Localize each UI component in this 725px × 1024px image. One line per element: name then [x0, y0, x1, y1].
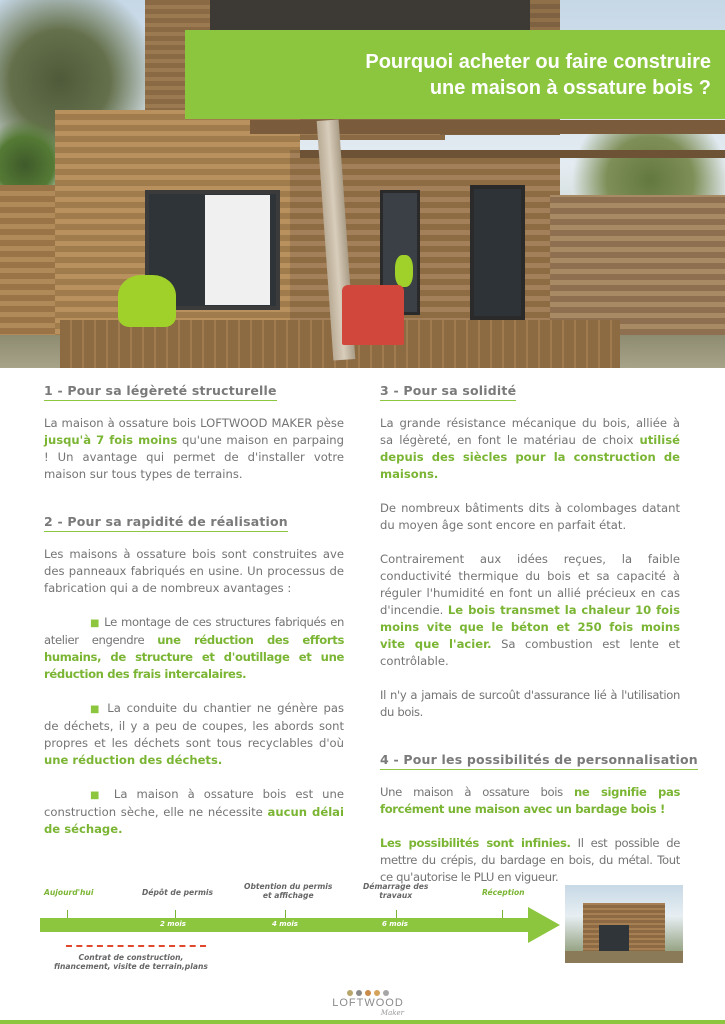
timeline-duration-4-months: 4 mois [272, 920, 298, 928]
square-bullet-icon: ■ [90, 618, 100, 629]
timeline-duration-2-months: 2 mois [160, 920, 186, 928]
section-text-solidity-3: Contrairement aux idées reçues, la faible conductivité thermique du bois et sa capacité à réguler l'humidité en font un allié précieux en cas d'incendie. Le bois transmet la chaleur 10 fois moins vite que le béton et 250 fois moins vite que l'acier. Sa combustion est lente et contrôlable. [380, 552, 681, 668]
bullet-assembly: ■ Le montage de ces structures fabriqués en atelier engendre une réduction des efforts humains, de structure et d'outillage et une réduction des frais intercalaires. [44, 615, 344, 681]
house-roof [210, 0, 530, 30]
square-bullet-icon: ■ [90, 790, 105, 801]
section-intro-speed: Les maisons à ossature bois sont construites ave des panneaux fabriqués en usine. Un processus de fabrication qui a de nombreux avantages : [44, 547, 344, 595]
page-title-line2: une maison à ossature bois ? [429, 76, 711, 99]
timeline-tick-end [502, 910, 503, 918]
timeline-arrow-icon [528, 907, 560, 943]
pergola-beam-lower [300, 150, 725, 158]
section-title-customization: 4 - Pour les possibilités de personnalisation [380, 752, 698, 770]
thumbnail-window [599, 925, 629, 951]
section-title-solidity: 3 - Pour sa solidité [380, 383, 516, 401]
section-text-solidity-4: Il n'y a jamais de surcoût d'assurance lié à l'utilisation du bois. [380, 688, 680, 719]
title-banner [185, 30, 725, 119]
bay-window-interior [205, 195, 270, 305]
red-armchair [342, 285, 404, 345]
section-text-solidity-2: De nombreux bâtiments dits à colombages datant du moyen âge sont encore en parfait état. [380, 501, 680, 532]
timeline-duration-6-months: 6 mois [382, 920, 408, 928]
section-text-solidity-1: La grande résistance mécanique du bois, alliée à sa légèreté, en font le matériau de choix utilisé depuis des siècles pour la construction de maisons. [380, 416, 680, 481]
timeline-tick-permit-obtained [285, 910, 286, 918]
page-title-line1: Pourquoi acheter ou faire construire [365, 50, 711, 73]
timeline-dashed-line [66, 945, 206, 947]
section-text-lightness: La maison à ossature bois LOFTWOOD MAKER pèse jusqu'à 7 fois moins qu'une maison en parpaing ! Un avantage qui permet de d'installer votre maison sur tous types de terrains. [44, 416, 344, 481]
footer-accent-line [0, 1020, 725, 1024]
section-title-speed: 2 - Pour sa rapidité de réalisation [44, 514, 288, 532]
section-title-lightness: 1 - Pour sa légèreté structurelle [44, 383, 277, 401]
section-text-customization-1: Une maison à ossature bois ne signifie pas forcément une maison avec un bardage bois ! [380, 785, 680, 816]
wood-fence-right [550, 195, 725, 335]
timeline-start-label: Aujourd'hui [44, 888, 94, 897]
construction-timeline [40, 876, 560, 976]
timeline-step-works-start: Démarrage des travaux [363, 882, 429, 900]
square-bullet-icon: ■ [90, 704, 102, 715]
loftwood-logo [328, 990, 408, 1018]
glass-door-right [470, 185, 525, 320]
green-figure-small [395, 255, 413, 287]
thumbnail-ground [565, 951, 683, 963]
timeline-step-permit-obtained: Obtention du permis et affichage [244, 882, 333, 900]
bullet-drying: ■ La maison à ossature bois est une construction sèche, elle ne nécessite aucun délai de séchage. [44, 787, 344, 836]
timeline-step-permit-filed: Dépôt de permis [142, 888, 213, 897]
timeline-end-label: Réception [482, 888, 525, 897]
right-column [380, 380, 698, 886]
bullet-waste: ■ La conduite du chantier ne génère pas de déchets, il y a peu de coupes, les abords sont propres et les déchets sont tous recyclables d'où une réduction des déchets. [44, 701, 345, 767]
left-column [44, 380, 344, 838]
timeline-tick-works-start [396, 910, 397, 918]
timeline-tick-permit-filed [175, 910, 176, 918]
house-thumbnail-photo [565, 885, 683, 963]
green-dog-sculpture [118, 275, 176, 327]
timeline-tick-start [67, 910, 68, 918]
logo-subtitle: Maker [380, 1009, 404, 1017]
logo-wordmark: LOFTWOOD [332, 997, 404, 1009]
section-text-customization-2: Les possibilités sont infinies. Il est possible de mettre du crépis, du bardage en bois, du métal. Tout ce qu'autorise le PLU en vigueur. [380, 836, 680, 884]
timeline-preliminary-note: Contrat de construction, financement, visite de terrain,plans [54, 953, 208, 971]
